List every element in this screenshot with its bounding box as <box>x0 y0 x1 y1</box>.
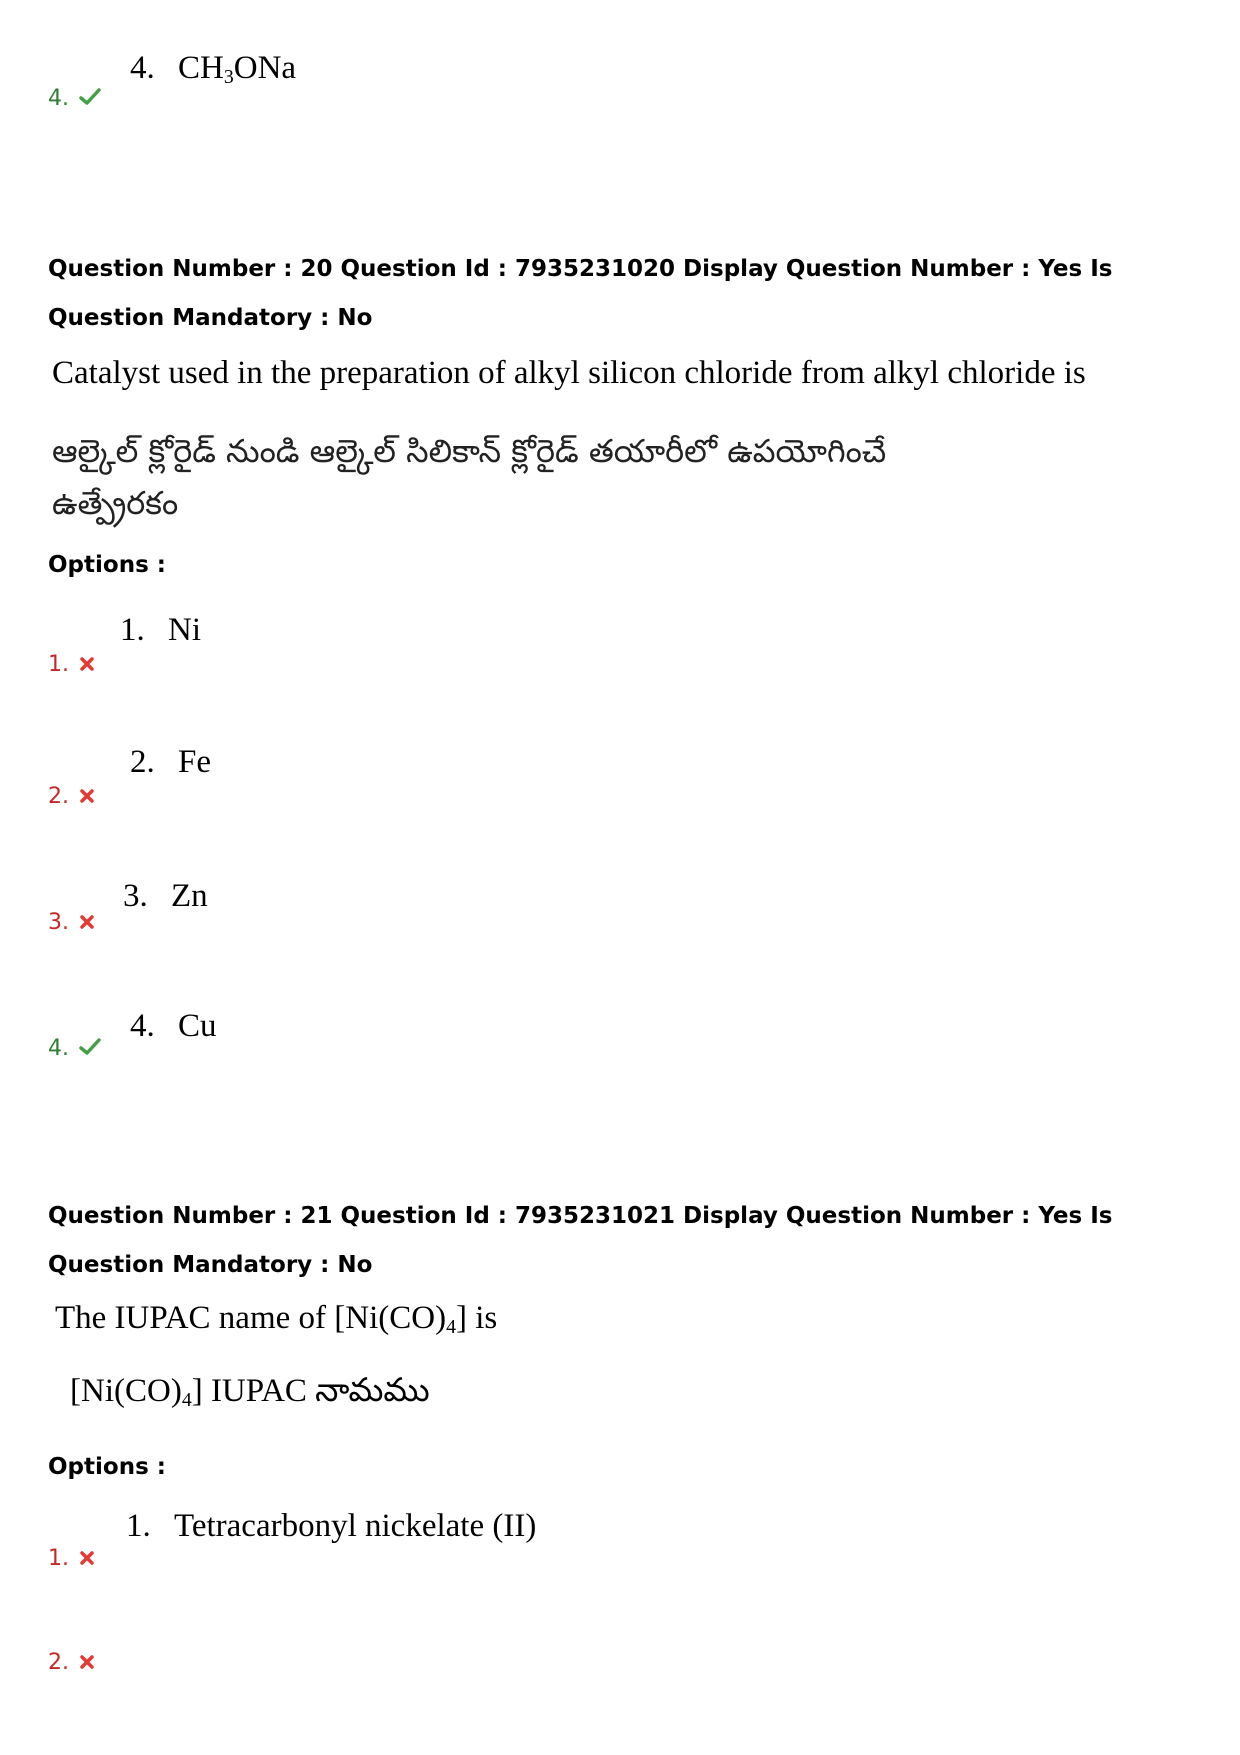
question-21-option-1-label: 1. <box>48 1546 95 1572</box>
cross-icon <box>79 1651 95 1676</box>
check-icon <box>79 87 101 112</box>
prev-option-4-text: 4. $CH_3ONa$ <box>130 50 297 88</box>
check-icon <box>79 1037 101 1062</box>
question-20-option-2-label: 2. <box>48 784 95 810</box>
question-20-option-4-label: 4. <box>48 1036 101 1062</box>
question-20-english: Catalyst used in the preparation of alkyl silicon chloride from alkyl chloride is <box>52 355 1086 391</box>
question-21-option-1-text: 1. Tetracarbonyl nickelate (II) <box>126 1508 537 1544</box>
cross-icon <box>79 911 95 936</box>
question-21-english: The IUPAC name of $[Ni(CO)_4]$ is <box>55 1300 498 1338</box>
question-20-option-1-label: 1. <box>48 652 95 678</box>
cross-icon <box>79 1547 95 1572</box>
question-20-options-label: Options : <box>48 552 166 578</box>
question-20-option-1-text: 1. Ni <box>120 612 201 648</box>
question-21-options-label: Options : <box>48 1454 166 1480</box>
question-21-option-2-label: 2. <box>48 1650 95 1676</box>
prev-option-4-label: 4. <box>48 86 101 112</box>
question-20-option-3-label: 3. <box>48 910 95 936</box>
question-20-option-3-text: 3. Zn <box>123 878 208 914</box>
question-20-telugu: ఆల్కైల్ క్లోరైడ్ నుండి ఆల్కైల్ సిలికాన్ క్లోరైడ్ తయారీలో ఉపయోగించే ఉత్ప్రేరకం <box>52 432 887 522</box>
cross-icon <box>79 653 95 678</box>
question-21-telugu: $[Ni(CO)_4]$ IUPAC నామము <box>70 1373 430 1411</box>
question-20-option-4-text: 4. Cu <box>130 1008 217 1044</box>
question-20-option-2-text: 2. Fe <box>130 744 211 780</box>
question-21-header: Question Number : 21 Question Id : 7935231021 Display Question Number : Yes Is Question Mandatory : No <box>48 1203 1113 1278</box>
cross-icon <box>79 785 95 810</box>
question-20-header: Question Number : 20 Question Id : 7935231020 Display Question Number : Yes Is Question Mandatory : No <box>48 256 1113 331</box>
